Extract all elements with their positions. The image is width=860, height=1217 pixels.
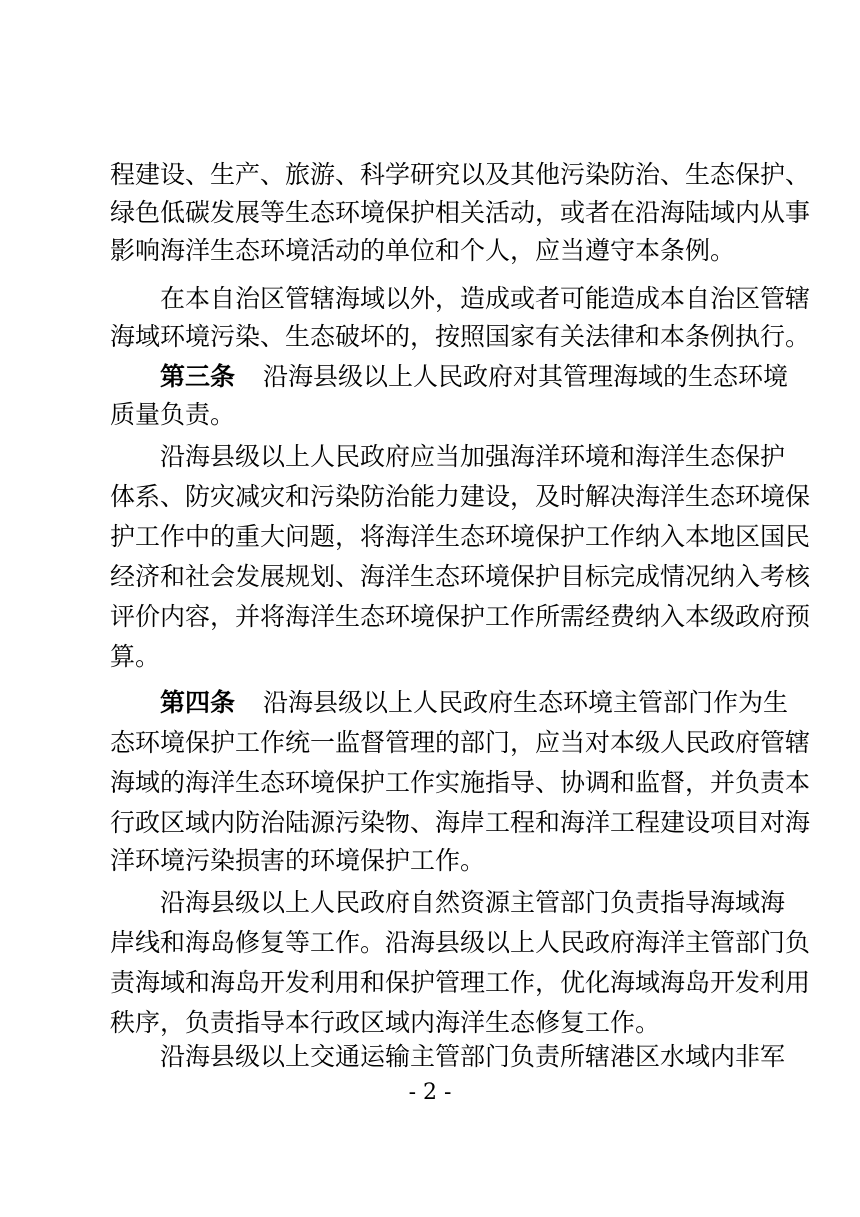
paragraph-line: 责海域和海岛开发利用和保护管理工作，优化海域海岛开发利用 bbox=[110, 968, 811, 997]
paragraph-line: 影响海洋生态环境活动的单位和个人，应当遵守本条例。 bbox=[110, 236, 736, 265]
paragraph-line: 绿色低碳发展等生态环境保护相关活动，或者在沿海陆域内从事 bbox=[110, 198, 811, 227]
paragraph-line: 沿海县级以上人民政府自然资源主管部门负责指导海域海 bbox=[160, 888, 786, 917]
paragraph-line: 算。 bbox=[110, 642, 161, 671]
paragraph-line: 海域的海洋生态环境保护工作实施指导、协调和监督，并负责本 bbox=[110, 768, 811, 797]
paragraph-line: 经济和社会发展规划、海洋生态环境保护目标完成情况纳入考核 bbox=[110, 562, 811, 591]
paragraph-line: 沿海县级以上人民政府应当加强海洋环境和海洋生态保护 bbox=[160, 442, 786, 471]
article-heading-line bbox=[160, 360, 789, 394]
paragraph-line: 体系、防灾减灾和污染防治能力建设，及时解决海洋生态环境保 bbox=[110, 482, 811, 511]
paragraph-line: 质量负责。 bbox=[110, 400, 236, 429]
paragraph-line: 海域环境污染、生态破坏的，按照国家有关法律和本条例执行。 bbox=[110, 322, 811, 351]
paragraph-line: 洋环境污染损害的环境保护工作。 bbox=[110, 846, 486, 875]
page-number: - 2 - bbox=[408, 1080, 452, 1105]
paragraph-line: 护工作中的重大问题，将海洋生态环境保护工作纳入本地区国民 bbox=[110, 522, 811, 551]
article-text: 沿海县级以上人民政府对其管理海域的生态环境 bbox=[263, 362, 789, 391]
paragraph-line: 秩序，负责指导本行政区域内海洋生态修复工作。 bbox=[110, 1008, 661, 1037]
article-number: 第三条 bbox=[160, 362, 236, 391]
article-text: 沿海县级以上人民政府生态环境主管部门作为生 bbox=[263, 688, 789, 717]
paragraph-line: 评价内容，并将海洋生态环境保护工作所需经费纳入本级政府预 bbox=[110, 602, 811, 631]
paragraph-line: 沿海县级以上交通运输主管部门负责所辖港区水域内非军 bbox=[160, 1042, 786, 1071]
paragraph-line: 岸线和海岛修复等工作。沿海县级以上人民政府海洋主管部门负 bbox=[110, 928, 811, 957]
paragraph-line: 在本自治区管辖海域以外，造成或者可能造成本自治区管辖 bbox=[160, 284, 811, 313]
paragraph-line: 程建设、生产、旅游、科学研究以及其他污染防治、生态保护、 bbox=[110, 160, 811, 189]
article-number: 第四条 bbox=[160, 688, 236, 717]
paragraph-line: 行政区域内防治陆源污染物、海岸工程和海洋工程建设项目对海 bbox=[110, 808, 811, 837]
paragraph-line: 态环境保护工作统一监督管理的部门，应当对本级人民政府管辖 bbox=[110, 728, 811, 757]
article-heading-line bbox=[160, 686, 789, 720]
